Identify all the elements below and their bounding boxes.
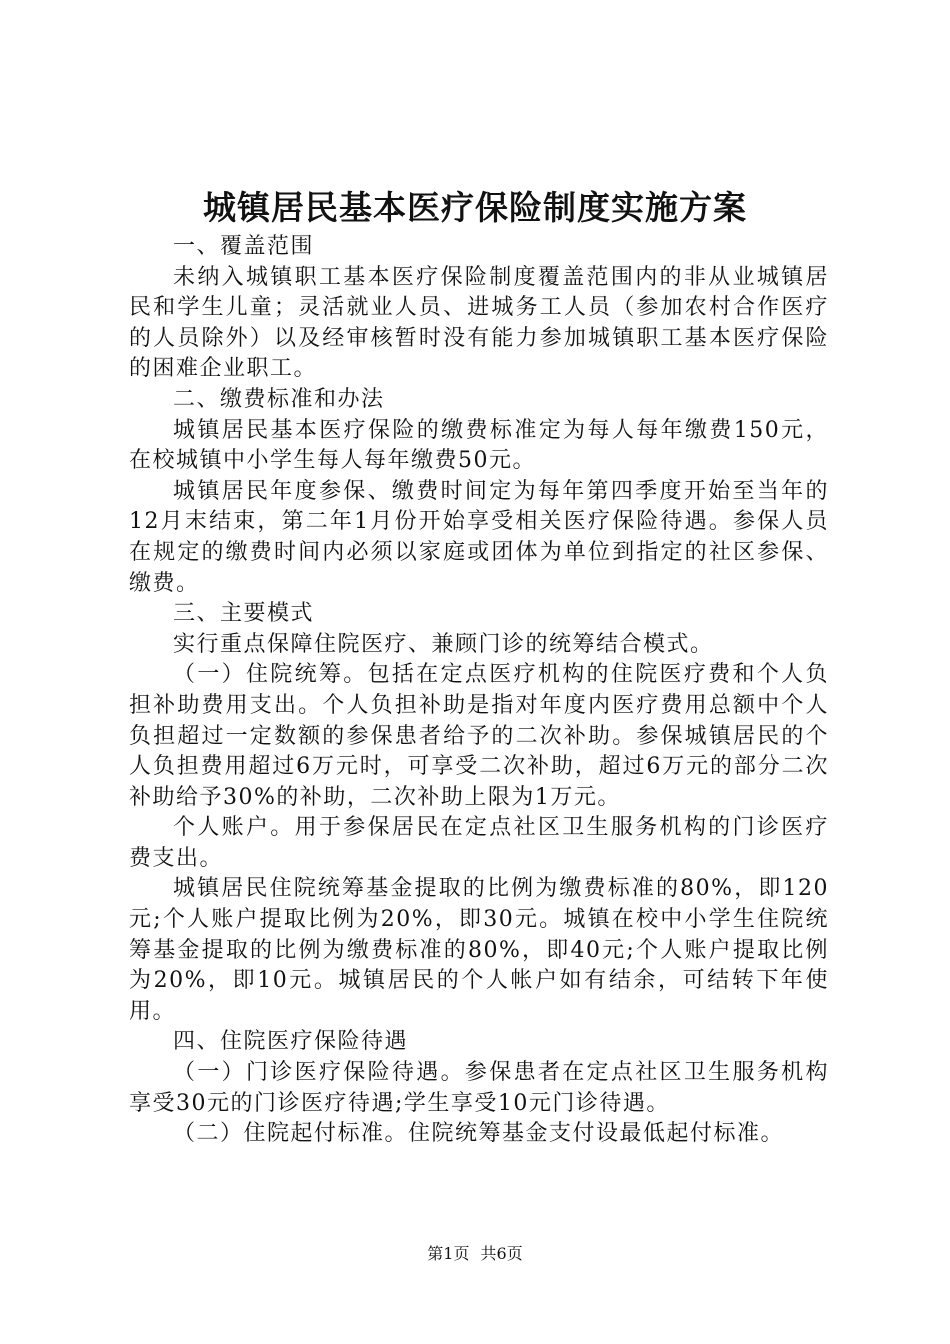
- paragraph-payment-standard: 城镇居民基本医疗保险的缴费标准定为每人每年缴费150元，在校城镇中小学生每人每年缴费50元。: [129, 417, 829, 474]
- section-heading-benefits: 四、住院医疗保险待遇: [173, 1029, 409, 1055]
- document-title: 城镇居民基本医疗保险制度实施方案: [203, 188, 747, 227]
- section-heading-payment: 二、缴费标准和办法: [173, 386, 385, 412]
- paragraph-mode-intro: 实行重点保障住院医疗、兼顾门诊的统筹结合模式。: [173, 631, 714, 657]
- paragraph-coverage: 未纳入城镇职工基本医疗保险制度覆盖范围内的非从业城镇居民和学生儿童；灵活就业人员、进城务工人员（参加农村合作医疗的人员除外）以及经审核暂时没有能力参加城镇职工基本医疗保险的困难企业职工。: [129, 264, 829, 382]
- page-total: 共6页: [480, 1244, 523, 1263]
- paragraph-outpatient-benefit: （一）门诊医疗保险待遇。参保患者在定点社区卫生服务机构享受30元的门诊医疗待遇;学生享受10元门诊待遇。: [129, 1060, 829, 1116]
- page-number: 第1页: [427, 1244, 470, 1263]
- paragraph-inpatient-threshold: （二）住院起付标准。住院统筹基金支付设最低起付标准。: [173, 1121, 785, 1147]
- paragraph-fund-ratio: 城镇居民住院统筹基金提取的比例为缴费标准的80%，即120元;个人账户提取比例为20%，即30元。城镇在校中小学生住院统筹基金提取的比例为缴费标准的80%，即40元;个人账户提取比例为20%，即10元。城镇居民的个人帐户如有结余，可结转下年使用。: [129, 876, 829, 1024]
- section-heading-mode: 三、主要模式: [173, 601, 315, 627]
- document-body: [129, 232, 829, 1150]
- page-footer: [0, 1243, 950, 1265]
- paragraph-personal-account: 个人账户。用于参保居民在定点社区卫生服务机构的门诊医疗费支出。: [129, 815, 829, 871]
- paragraph-payment-period: 城镇居民年度参保、缴费时间定为每年第四季度开始至当年的12月末结束，第二年1月份开始享受相关医疗保险待遇。参保人员在规定的缴费时间内必须以家庭或团体为单位到指定的社区参保、缴费。: [129, 478, 829, 596]
- paragraph-inpatient-pooling: （一）住院统筹。包括在定点医疗机构的住院医疗费和个人负担补助费用支出。个人负担补助是指对年度内医疗费用总额中个人负担超过一定数额的参保患者给予的二次补助。参保城镇居民的个人负担费用超过6万元时，可享受二次补助，超过6万元的部分二次补助给予30%的补助，二次补助上限为1万元。: [129, 662, 829, 810]
- section-heading-coverage: 一、覆盖范围: [173, 234, 315, 259]
